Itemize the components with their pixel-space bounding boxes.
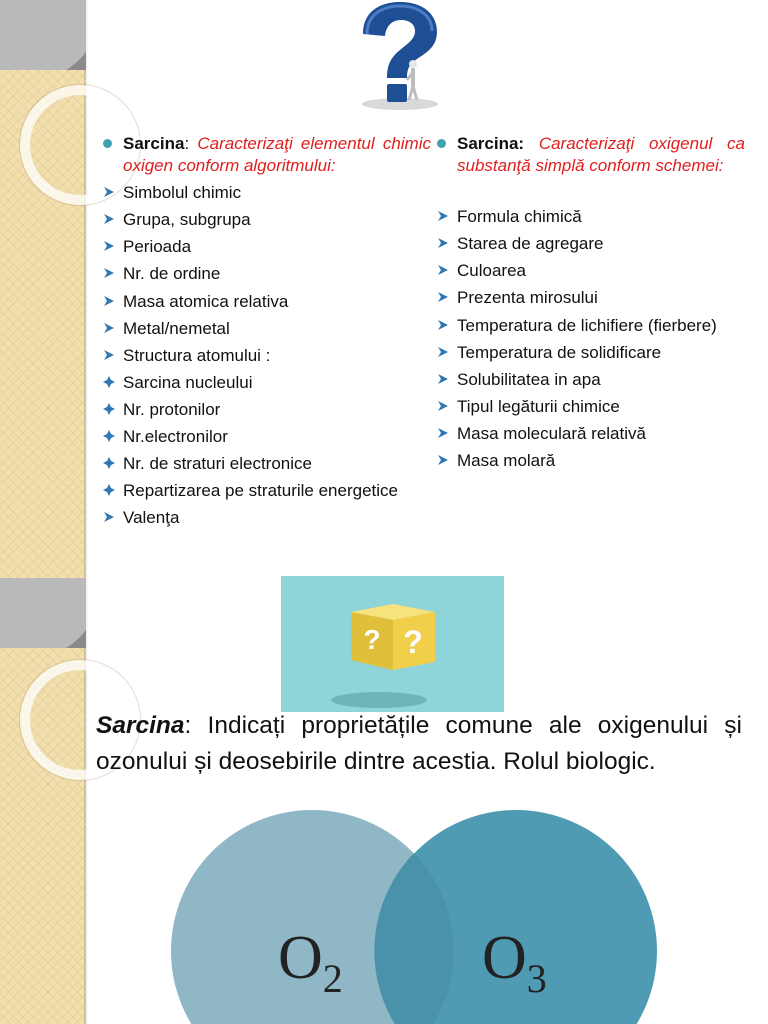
arrow-bullet-icon xyxy=(436,372,450,386)
list-item xyxy=(101,263,431,285)
list-item xyxy=(435,287,745,309)
task-label: Sarcina xyxy=(96,712,185,739)
right-task-column xyxy=(435,133,745,477)
list-item xyxy=(435,233,745,255)
list-item-label: Formula chimică xyxy=(457,207,582,227)
list-item xyxy=(101,453,431,475)
decorative-band-top xyxy=(0,0,86,70)
list-item-label: Masa moleculară relativă xyxy=(457,423,646,443)
arrow-bullet-icon xyxy=(102,212,116,226)
list-item-label: Nr. de straturi electronice xyxy=(123,454,312,474)
list-item-label: Grupa, subgrupa xyxy=(123,210,251,230)
round-bullet-icon xyxy=(103,139,112,148)
arrow-bullet-icon xyxy=(436,290,450,304)
venn-label-o3: $O_3$ xyxy=(482,924,547,1001)
arrow-bullet-icon xyxy=(436,345,450,359)
list-item-label: Structura atomului : xyxy=(123,345,271,365)
list-item xyxy=(435,315,745,337)
arrow-bullet-icon xyxy=(436,209,450,223)
list-item xyxy=(101,399,431,421)
list-item xyxy=(101,480,431,502)
list-item-label: Culoarea xyxy=(457,261,526,281)
list-item xyxy=(101,372,431,394)
list-item-label: Masa molară xyxy=(457,451,556,471)
list-item xyxy=(435,342,745,364)
diamond-bullet-icon xyxy=(102,429,116,443)
list-item xyxy=(101,209,431,231)
arrow-bullet-icon xyxy=(436,236,450,250)
task-instruction: Caracterizaţi oxigenul ca substanţă simplă conform schemei: xyxy=(457,134,745,176)
list-item xyxy=(101,318,431,340)
list-item xyxy=(435,260,745,282)
arrow-bullet-icon xyxy=(102,239,116,253)
diamond-bullet-icon xyxy=(102,483,116,497)
list-item xyxy=(435,396,745,418)
diamond-bullet-icon xyxy=(102,456,116,470)
list-item xyxy=(435,423,745,445)
arrow-bullet-icon xyxy=(102,185,116,199)
task-colon: : xyxy=(184,134,190,153)
list-item xyxy=(435,206,745,228)
list-item-label: Nr. protonilor xyxy=(123,399,221,419)
list-item-label: Perioada xyxy=(123,237,192,257)
list-item-label: Starea de agregare xyxy=(457,234,604,254)
task-label: Sarcina: xyxy=(457,134,525,153)
question-block-image xyxy=(281,576,504,712)
list-item-label: Nr.electronilor xyxy=(123,427,228,447)
venn-label-o2: $O_2$ xyxy=(278,924,343,1001)
list-item xyxy=(101,426,431,448)
svg-text:?: ? xyxy=(363,624,381,655)
venn-diagram xyxy=(0,805,768,1024)
list-item xyxy=(101,291,431,313)
arrow-bullet-icon xyxy=(102,266,116,280)
list-item-label: Temperatura de solidificare xyxy=(457,342,662,362)
list-item xyxy=(435,450,745,472)
list-item xyxy=(101,345,431,367)
question-block-icon xyxy=(281,576,504,712)
list-item-label: Metal/nemetal xyxy=(123,318,230,338)
list-item-label: Repartizarea pe straturile energetice xyxy=(123,481,398,501)
list-item xyxy=(435,369,745,391)
diamond-bullet-icon xyxy=(102,402,116,416)
left-task-column xyxy=(101,133,431,534)
arrow-bullet-icon xyxy=(102,510,116,524)
right-task-heading xyxy=(435,133,745,177)
arrow-bullet-icon xyxy=(102,348,116,362)
task-three-paragraph xyxy=(96,708,742,779)
diamond-bullet-icon xyxy=(102,375,116,389)
arrow-bullet-icon xyxy=(436,453,450,467)
list-item xyxy=(101,236,431,258)
list-item-label: Tipul legăturii chimice xyxy=(457,396,620,416)
list-item-label: Solubilitatea in apa xyxy=(457,369,601,389)
task-three-text: Indicați proprietățile comune ale oxigenului și ozonului și deosebirile dintre acestia. Rolul biologic. xyxy=(96,712,742,775)
list-item-label: Valenţa xyxy=(123,508,180,528)
decorative-band-middle xyxy=(0,578,86,648)
list-item xyxy=(101,507,431,529)
question-mark-figure-icon xyxy=(345,0,445,112)
task-colon: : xyxy=(184,712,192,739)
left-task-heading xyxy=(101,133,431,177)
arrow-bullet-icon xyxy=(102,294,116,308)
task-label: Sarcina xyxy=(123,134,185,153)
arrow-bullet-icon xyxy=(436,263,450,277)
list-item-label: Nr. de ordine xyxy=(123,264,221,284)
list-item-label: Sarcina nucleului xyxy=(123,372,253,392)
arrow-bullet-icon xyxy=(436,318,450,332)
arrow-bullet-icon xyxy=(436,399,450,413)
arrow-bullet-icon xyxy=(436,426,450,440)
svg-text:?: ? xyxy=(403,624,423,660)
list-item-label: Simbolul chimic xyxy=(123,183,242,203)
list-item-label: Masa atomica relativa xyxy=(123,291,289,311)
list-item xyxy=(101,182,431,204)
arrow-bullet-icon xyxy=(102,321,116,335)
round-bullet-icon xyxy=(437,139,446,148)
list-item-label: Temperatura de lichifiere (fierbere) xyxy=(457,315,717,335)
list-item-label: Prezenta mirosului xyxy=(457,288,598,308)
task-instruction: Caracterizaţi elementul chimic oxigen conform algoritmului: xyxy=(123,134,431,176)
